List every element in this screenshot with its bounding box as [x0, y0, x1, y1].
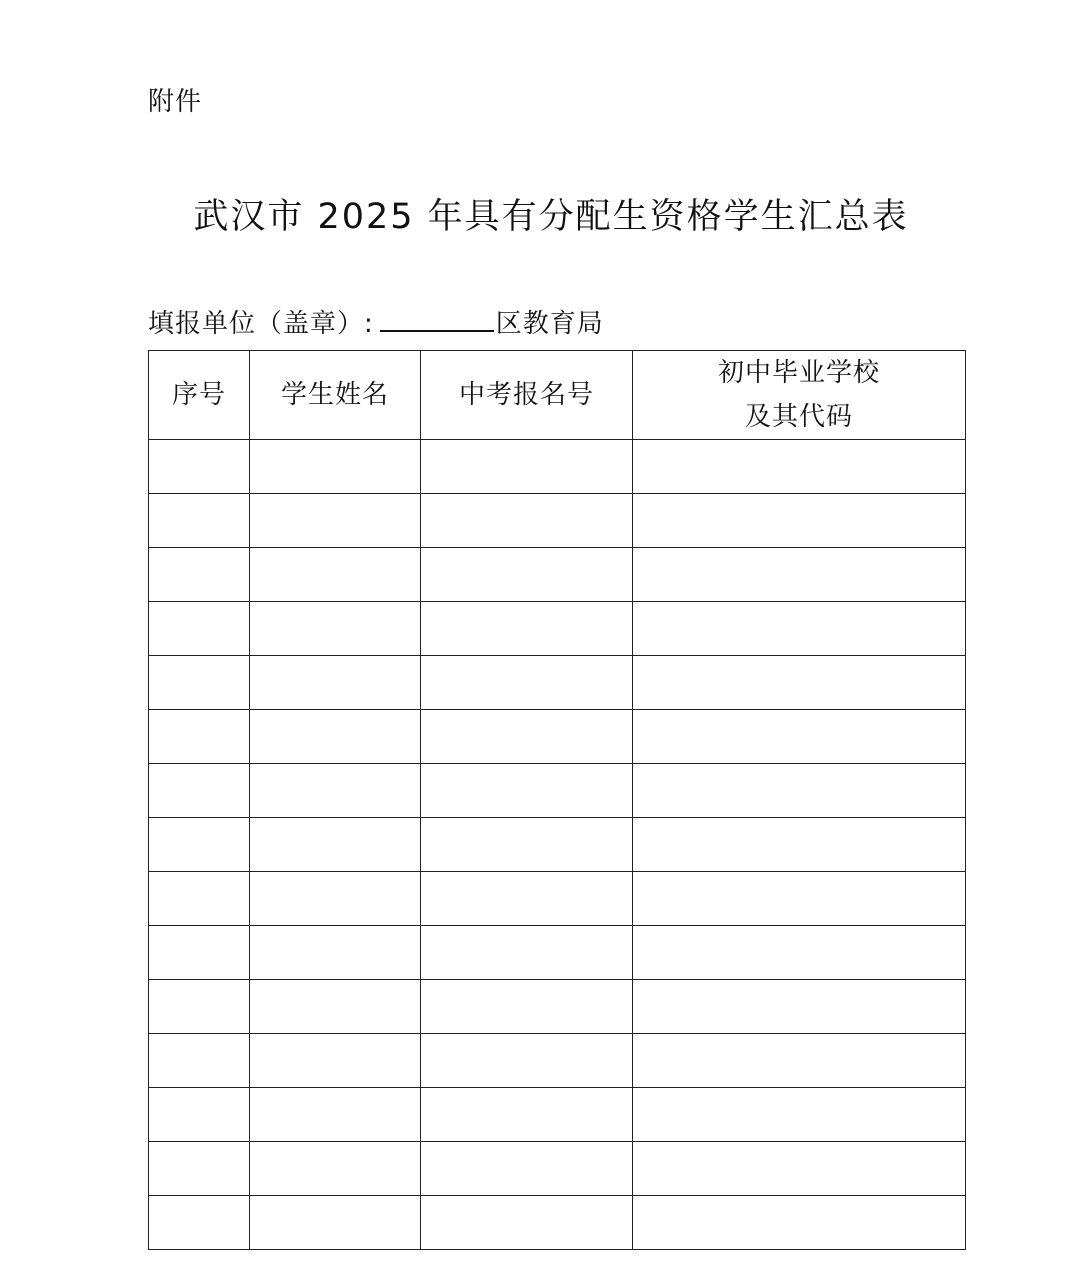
filler-prefix: 填报单位（盖章）:	[148, 309, 374, 339]
cell-seq[interactable]	[149, 764, 250, 818]
cell-school[interactable]	[633, 440, 966, 494]
cell-school[interactable]	[633, 926, 966, 980]
cell-school[interactable]	[633, 764, 966, 818]
cell-seq[interactable]	[149, 1088, 250, 1142]
cell-seq[interactable]	[149, 1196, 250, 1250]
cell-school[interactable]	[633, 602, 966, 656]
table-row	[149, 818, 966, 872]
cell-seq[interactable]	[149, 818, 250, 872]
cell-exam-number[interactable]	[421, 980, 633, 1034]
cell-exam-number[interactable]	[421, 440, 633, 494]
cell-student-name[interactable]	[250, 656, 421, 710]
cell-seq[interactable]	[149, 602, 250, 656]
cell-exam-number[interactable]	[421, 656, 633, 710]
table-row	[149, 764, 966, 818]
filler-suffix: 区教育局	[495, 309, 604, 339]
cell-exam-number[interactable]	[421, 602, 633, 656]
table-header-row	[149, 351, 966, 440]
cell-exam-number[interactable]	[421, 1034, 633, 1088]
table-row	[149, 440, 966, 494]
header-student-name: 学生姓名	[250, 351, 421, 440]
cell-student-name[interactable]	[250, 1034, 421, 1088]
cell-student-name[interactable]	[250, 710, 421, 764]
header-exam-number: 中考报名号	[421, 351, 633, 440]
table-body	[149, 440, 966, 1250]
page-title: 武汉市 2025 年具有分配生资格学生汇总表	[193, 197, 909, 237]
cell-school[interactable]	[633, 1088, 966, 1142]
cell-student-name[interactable]	[250, 818, 421, 872]
cell-exam-number[interactable]	[421, 872, 633, 926]
cell-student-name[interactable]	[250, 764, 421, 818]
cell-seq[interactable]	[149, 656, 250, 710]
cell-school[interactable]	[633, 656, 966, 710]
cell-school[interactable]	[633, 818, 966, 872]
cell-student-name[interactable]	[250, 1196, 421, 1250]
attachment-label: 附件	[148, 87, 203, 117]
cell-exam-number[interactable]	[421, 548, 633, 602]
table-row	[149, 602, 966, 656]
table-row	[149, 1088, 966, 1142]
cell-seq[interactable]	[149, 1142, 250, 1196]
table-row	[149, 656, 966, 710]
table-row	[149, 494, 966, 548]
cell-exam-number[interactable]	[421, 926, 633, 980]
cell-seq[interactable]	[149, 548, 250, 602]
cell-seq[interactable]	[149, 1034, 250, 1088]
cell-student-name[interactable]	[250, 1088, 421, 1142]
header-school-line1: 初中毕业学校	[717, 358, 880, 388]
cell-student-name[interactable]	[250, 548, 421, 602]
cell-seq[interactable]	[149, 926, 250, 980]
filler-line	[148, 302, 604, 343]
cell-student-name[interactable]	[250, 1142, 421, 1196]
table-row	[149, 980, 966, 1034]
table-row	[149, 1034, 966, 1088]
cell-exam-number[interactable]	[421, 1142, 633, 1196]
header-seq: 序号	[149, 351, 250, 440]
cell-school[interactable]	[633, 980, 966, 1034]
cell-exam-number[interactable]	[421, 764, 633, 818]
cell-seq[interactable]	[149, 872, 250, 926]
table-row	[149, 548, 966, 602]
table-row	[149, 1142, 966, 1196]
table-row	[149, 710, 966, 764]
cell-student-name[interactable]	[250, 602, 421, 656]
cell-exam-number[interactable]	[421, 1196, 633, 1250]
cell-seq[interactable]	[149, 440, 250, 494]
cell-school[interactable]	[633, 1142, 966, 1196]
cell-student-name[interactable]	[250, 980, 421, 1034]
cell-seq[interactable]	[149, 494, 250, 548]
header-school-line2: 及其代码	[744, 402, 853, 432]
cell-student-name[interactable]	[250, 872, 421, 926]
header-school	[633, 351, 966, 440]
district-blank-field[interactable]	[380, 302, 494, 332]
cell-seq[interactable]	[149, 980, 250, 1034]
cell-school[interactable]	[633, 1196, 966, 1250]
table-row	[149, 926, 966, 980]
cell-school[interactable]	[633, 548, 966, 602]
cell-school[interactable]	[633, 494, 966, 548]
cell-student-name[interactable]	[250, 926, 421, 980]
cell-school[interactable]	[633, 1034, 966, 1088]
cell-student-name[interactable]	[250, 440, 421, 494]
summary-table	[148, 350, 966, 1250]
cell-exam-number[interactable]	[421, 710, 633, 764]
cell-exam-number[interactable]	[421, 818, 633, 872]
cell-exam-number[interactable]	[421, 494, 633, 548]
cell-school[interactable]	[633, 872, 966, 926]
cell-exam-number[interactable]	[421, 1088, 633, 1142]
cell-student-name[interactable]	[250, 494, 421, 548]
table-row	[149, 872, 966, 926]
table-row	[149, 1196, 966, 1250]
cell-school[interactable]	[633, 710, 966, 764]
cell-seq[interactable]	[149, 710, 250, 764]
